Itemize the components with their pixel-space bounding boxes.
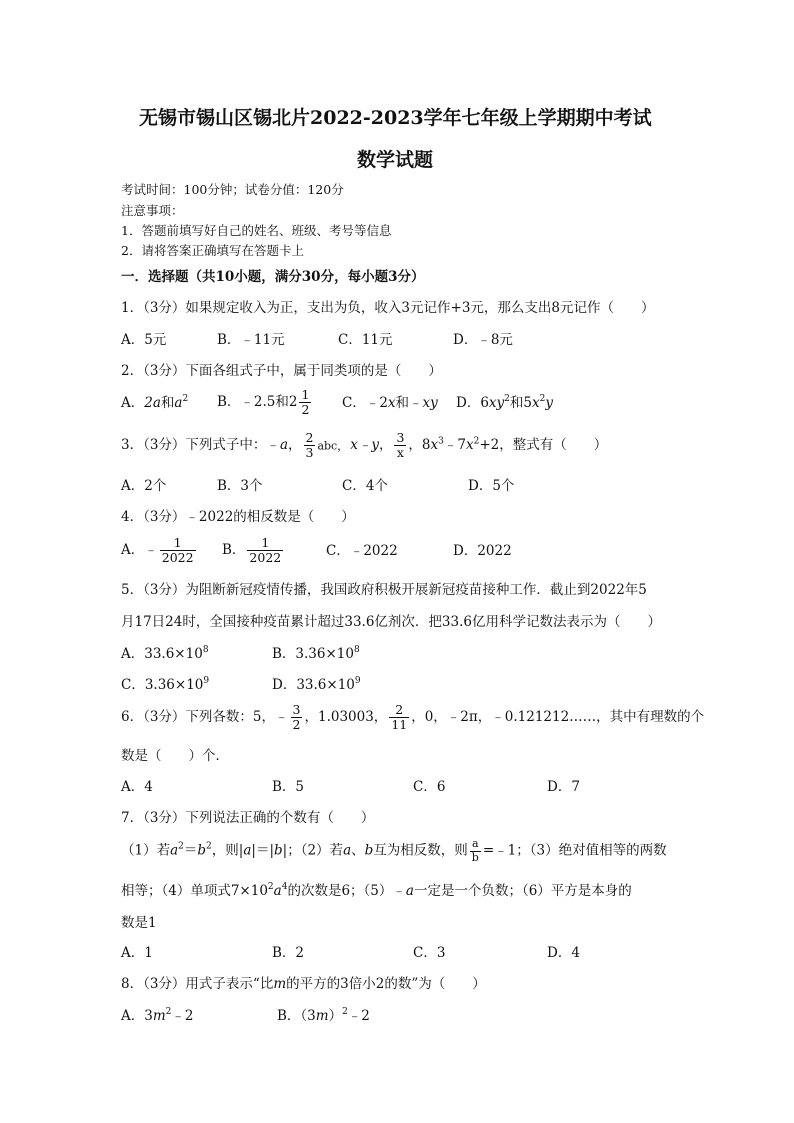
- q3-fraction-1: $\frac{2}{3}$: [305, 430, 314, 461]
- q6-option-d: D．7: [547, 779, 580, 795]
- question-6-line-2: 数是（ ）个．: [121, 748, 229, 764]
- q4-option-c: C．﹣2022: [326, 543, 398, 559]
- q4-option-d: D．2022: [453, 543, 512, 559]
- exam-time: 考试时间：100分钟；试卷分值：120分: [121, 182, 344, 197]
- question-6-line-1: 6．（3分）下列各数：5，﹣ $\frac{3}{2}$ ，1.03003， $\frac{2}{11}$ ，0，﹣2π，﹣0.121212……，其中有理数的个: [121, 702, 705, 733]
- q7-statements-line-2: 相等；（4）单项式$7\times 10^2a^4$的次数是6；（5）﹣a一定是一个负数；（6）平方是本身的: [121, 882, 632, 899]
- q2-option-b: B．﹣2.5和2 $\frac{1}{2}$: [217, 387, 310, 418]
- q3-option-b: B．3个: [217, 478, 263, 494]
- q2-option-d: D．$6xy^2$和$5x^2y$: [456, 394, 553, 411]
- q7-option-a: A．1: [121, 945, 153, 961]
- q6-option-b: B．5: [272, 779, 305, 795]
- page-subtitle: 数学试题: [357, 149, 434, 171]
- q5-option-d: D．$33.6\times 10^9$: [272, 676, 361, 693]
- q4-a-fraction: $\frac{1}{2022}$: [161, 535, 194, 566]
- q1-option-a: A．5元: [121, 332, 167, 348]
- question-3: 3．（3分）下列式子中：﹣a， $\frac{2}{3}$ abc， x﹣y， $\frac{3}{x}$ ，$8x^3﹣7x^2+2$，整式有（ ）: [121, 430, 608, 461]
- q4-option-b: B． $\frac{1}{2022}$: [222, 535, 282, 566]
- page-title: 无锡市锡山区锡北片2022-2023学年七年级上学期期中考试: [139, 107, 652, 129]
- notice-heading: 注意事项：: [121, 203, 184, 218]
- question-2: 2．（3分）下面各组式子中，属于同类项的是（ ）: [121, 363, 442, 379]
- q7-statements-line-3: 数是1: [121, 915, 157, 931]
- q7-fraction: $\frac{a}{b}$: [471, 837, 479, 864]
- q6-option-a: A．4: [121, 779, 153, 795]
- q7-option-c: C．3: [413, 945, 446, 961]
- q5-option-b: B．$3.36\times 10^8$: [272, 645, 360, 662]
- question-8: 8．（3分）用式子表示“比m的平方的3倍小2的数”为（ ）: [121, 976, 486, 992]
- q4-b-fraction: $\frac{1}{2022}$: [249, 535, 282, 566]
- q6-option-c: C．6: [413, 779, 446, 795]
- q2-option-c: C．﹣2x和﹣xy: [342, 395, 438, 411]
- q2-b-fraction: $\frac{1}{2}$: [301, 387, 310, 418]
- q3-option-d: D．5个: [468, 478, 515, 494]
- q1-option-d: D．﹣8元: [453, 332, 513, 348]
- question-1: 1．（3分）如果规定收入为正，支出为负，收入3元记作+3元，那么支出8元记作（ ）: [121, 300, 655, 316]
- q8-option-b: B．$(3m)^2﹣2$: [277, 1007, 370, 1024]
- q8-option-a: A．$3m^2﹣2$: [121, 1007, 194, 1024]
- q6-fraction-1: $\frac{3}{2}$: [292, 702, 301, 733]
- notice-item-1: 1．答题前填写好自己的姓名、班级、考号等信息: [121, 223, 392, 238]
- q6-fraction-2: $\frac{2}{11}$: [391, 702, 408, 733]
- q7-option-b: B．2: [272, 945, 305, 961]
- question-4: 4．（3分）﹣2022的相反数是（ ）: [121, 509, 355, 525]
- q1-option-b: B．﹣11元: [217, 332, 285, 348]
- question-7: 7．（3分）下列说法正确的个数有（ ）: [121, 810, 375, 826]
- q3-fraction-2: $\frac{3}{x}$: [396, 430, 405, 461]
- section-heading: 一．选择题（共10小题，满分30分，每小题3分）: [121, 269, 425, 285]
- q5-option-c: C．$3.36\times 10^9$: [121, 676, 210, 693]
- q3-option-a: A．2个: [121, 478, 167, 494]
- q2-option-a: A．2a和$a^2$: [121, 394, 189, 411]
- question-5-line-2: 月17日24时，全国接种疫苗累计超过33.6亿剂次．把33.6亿用科学记数法表示为（ ）: [121, 614, 661, 630]
- q5-option-a: A．$33.6\times 10^8$: [121, 645, 209, 662]
- q3-option-c: C．4个: [342, 478, 388, 494]
- q1-option-c: C．11元: [338, 332, 393, 348]
- q7-option-d: D．4: [547, 945, 580, 961]
- q4-option-a: A．﹣ $\frac{1}{2022}$: [121, 535, 194, 566]
- question-5-line-1: 5．（3分）为阻断新冠疫情传播，我国政府积极开展新冠疫苗接种工作．截止到2022年5: [121, 582, 647, 598]
- notice-item-2: 2．请将答案正确填写在答题卡上: [121, 243, 304, 258]
- q7-statements-line-1: （1）若$a^2=b^2$，则|a|＝|b|；（2）若a、b互为相反数，则 $\frac{a}{b}$ =﹣1；（3）绝对值相等的两数: [121, 837, 667, 864]
